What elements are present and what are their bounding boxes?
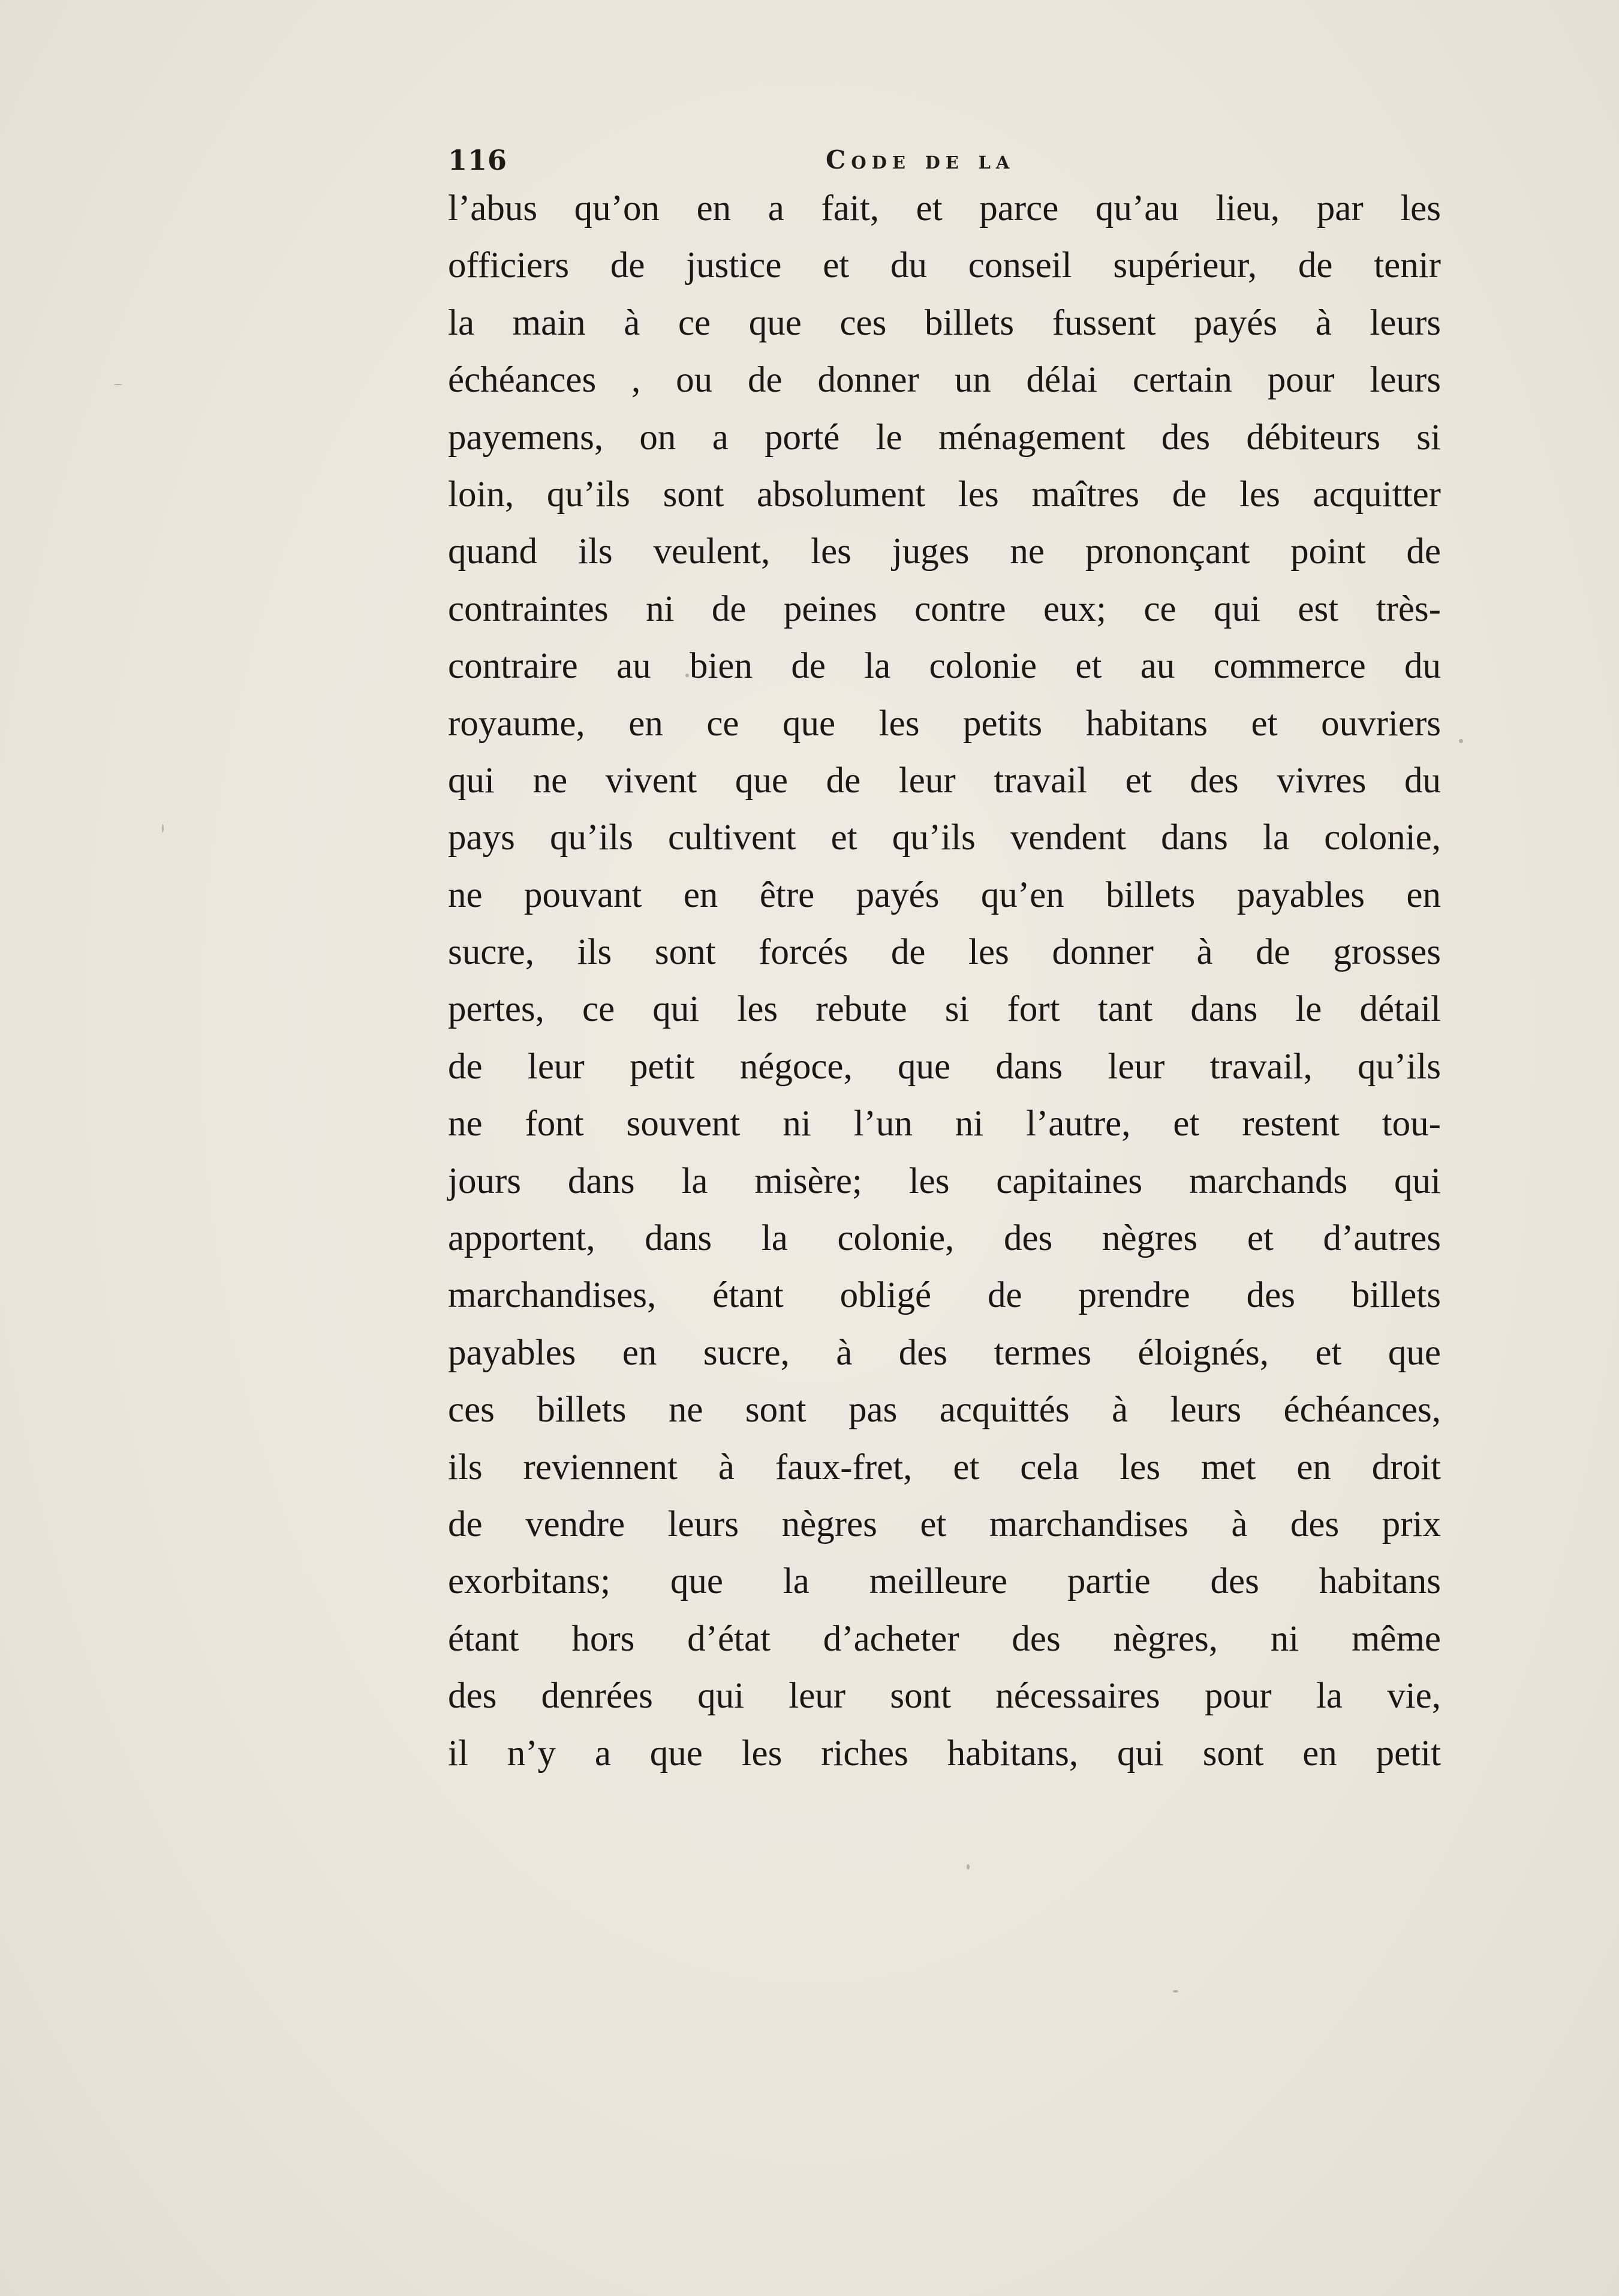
- text-line: pays qu’ils cultivent et qu’ils vendent dans la colonie,: [448, 818, 1441, 858]
- text-line: étant hors d’état d’acheter des nègres, ni même: [448, 1618, 1441, 1659]
- paper-speck: [1173, 1990, 1178, 1993]
- running-title: Code de la: [826, 145, 1015, 175]
- text-line: ils reviennent à faux-fret, et cela les met en droit: [448, 1447, 1441, 1487]
- text-line: royaume, en ce que les petits habitans et ouvriers: [448, 703, 1441, 744]
- paper-speck: [114, 384, 122, 385]
- text-line: de leur petit négoce, que dans leur travail, qu’ils: [448, 1046, 1441, 1087]
- text-line: marchandises, étant obligé de prendre des billets: [448, 1275, 1441, 1316]
- text-line: échéances , ou de donner un délai certain pour leurs: [448, 360, 1441, 401]
- text-line: contraire au bien de la colonie et au commerce du: [448, 646, 1441, 687]
- text-line: sucre, ils sont forcés de les donner à de grosses: [448, 932, 1441, 973]
- body-text: [448, 180, 1441, 1782]
- text-line: contraintes ni de peines contre eux; ce qui est très-: [448, 588, 1441, 629]
- text-line: ne pouvant en être payés qu’en billets payables en: [448, 874, 1441, 915]
- paper-speck: [1459, 739, 1463, 743]
- text-line: officiers de justice et du conseil supérieur, de tenir: [448, 245, 1441, 286]
- paper-speck: [162, 824, 164, 833]
- text-line: pertes, ce qui les rebute si fort tant dans le détail: [448, 989, 1441, 1030]
- paper-speck: [967, 1864, 970, 1870]
- text-line: l’abus qu’on en a fait, et parce qu’au lieu, par les: [448, 188, 1441, 229]
- text-line: ne font souvent ni l’un ni l’autre, et restent tou-: [448, 1104, 1441, 1144]
- text-line: de vendre leurs nègres et marchandises à des prix: [448, 1504, 1441, 1544]
- text-line: payemens, on a porté le ménagement des débiteurs si: [448, 417, 1441, 458]
- text-line: quand ils veulent, les juges ne prononçant point de: [448, 531, 1441, 572]
- text-line: la main à ce que ces billets fussent payés à leurs: [448, 302, 1441, 343]
- text-line: des denrées qui leur sont nécessaires pour la vie,: [448, 1676, 1441, 1717]
- page-number: 116: [448, 144, 508, 176]
- text-line: jours dans la misère; les capitaines marchands qui: [448, 1161, 1441, 1201]
- text-line: loin, qu’ils sont absolument les maîtres de les acquitter: [448, 474, 1441, 515]
- text-line: payables en sucre, à des termes éloignés, et que: [448, 1332, 1441, 1373]
- text-line: apportent, dans la colonie, des nègres et d’autres: [448, 1218, 1441, 1259]
- text-line: qui ne vivent que de leur travail et des vivres du: [448, 760, 1441, 801]
- text-line: il n’y a que les riches habitans, qui sont en petit: [448, 1733, 1441, 1774]
- text-line: ces billets ne sont pas acquittés à leurs échéances,: [448, 1390, 1441, 1431]
- text-line: exorbitans; que la meilleure partie des habitans: [448, 1561, 1441, 1602]
